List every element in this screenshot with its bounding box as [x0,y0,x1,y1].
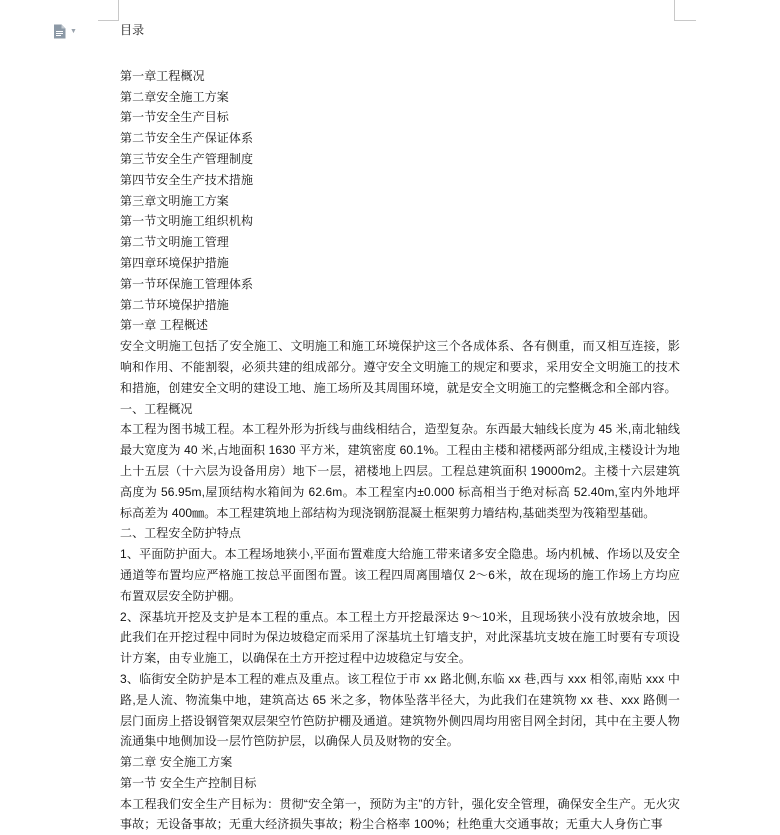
document-icon [53,24,66,39]
paragraph-intro: 安全文明施工包括了安全施工、文明施工和施工环境保护这三个各成体系、各有侧重，而又相互连接，影响和作用、不能割裂，必须共建的组成部分。遵守安全文明施工的规定和要求，采用安全文明施工的技术和措施，创建安全文明的建设工地、施工场所及其周围环境，就是安全文明施工的完整概念和全部内容。 [120,339,680,395]
toc-item: 第二节文明施工管理 [120,235,229,250]
paragraph-point-1: 1、平面防护面大。本工程场地狭小,平面布置难度大给施工带来诸多安全隐患。场内机械、作场以及安全通道等布置均应严格施工按总平面图布置。该工程四周离围墙仅 2～6米，故在现场的施工作场上方均应布置双层安全防护棚。 [120,547,680,603]
paragraph-target: 本工程我们安全生产目标为：贯彻“安全第一，预防为主”的方针，强化安全管理，确保安全生产。无火灾事故；无设备事故；无重大经济损失事故；粉尘合格率 100%；杜绝重大交通事故；无重大人身伤亡事 [120,796,680,832]
toc-item: 第一节文明施工组织机构 [120,214,254,229]
toc-item: 第四节安全生产技术措施 [120,172,254,187]
crop-mark-left-vertical [118,0,119,21]
crop-mark-left-horizontal [98,20,119,21]
section-heading: 二、工程安全防护特点 [120,526,242,541]
paragraph-overview: 本工程为图书城工程。本工程外形为折线与曲线相结合，造型复杂。东西最大轴线长度为 45 米,南北轴线最大宽度为 40 米,占地面积 1630 平方米，建筑密度 60.1%。工程由主楼和裙楼两部分组成,主楼设计为地上十五层（十六层为设备用房）地下一层，裙楼地上四层。工程总建筑面积 19000m2。主楼十六层建筑高度为 56.95m,屋顶结构水箱间为 62.6m。本工程室内±0.000 标高相当于绝对标高 52.40m,室内外地坪标高差为 400㎜。本工程建筑地上部结构为现浇钢筋混凝土框架剪力墙结构,基础类型为筏箱型基础。 [120,422,680,520]
section-heading: 第一节 安全生产控制目标 [120,775,257,790]
toc-item: 第二节环境保护措施 [120,297,229,312]
toc-title: 目录 [120,23,145,37]
toc-item: 第二节安全生产保证体系 [120,131,254,146]
blank-line [120,41,680,66]
toc-item: 第一章工程概况 [120,68,205,83]
document-menu-button[interactable] [53,23,79,39]
toc-item: 第三章文明施工方案 [120,193,229,208]
chapter-heading: 第一章 工程概述 [120,318,209,333]
chevron-down-icon: ▼ [70,27,77,35]
crop-mark-right-vertical [674,0,675,21]
paragraph-point-3: 3、临街安全防护是本工程的难点及重点。该工程位于市 xx 路北侧,东临 xx 巷,西与 xxx 相邻,南贴 xxx 中路,是人流、物流集中地，建筑高达 65 米之多，物体坠落半径大，为此我们在建筑物 xx 巷、xxx 路侧一层门面房上搭设钢管架双层架空竹笆防护棚及通道。建筑物外侧四周均用密目网全封闭，其中在主要人物流通集中地侧加设一层竹笆防护层，以确保人员及财物的安全。 [120,671,680,749]
toc-item: 第二章安全施工方案 [120,89,229,104]
toc-item: 第一节安全生产目标 [120,110,229,125]
toc-item: 第一节环保施工管理体系 [120,276,254,291]
toc-item: 第四章环境保护措施 [120,255,229,270]
document-page[interactable] [120,20,680,835]
chapter-heading: 第二章 安全施工方案 [120,755,233,770]
toc-item: 第三节安全生产管理制度 [120,151,254,166]
paragraph-point-2: 2、深基坑开挖及支护是本工程的重点。本工程土方开挖最深达 9～10米，且现场狭小没有放坡余地，因此我们在开挖过程中同时为保边坡稳定而采用了深基坑土钉墙支护，对此深基坑支坡在施工时要有专项设计方案，由专业施工，以确保在土方开挖过程中边坡稳定与安全。 [120,609,680,666]
section-heading: 一、工程概况 [120,401,193,416]
